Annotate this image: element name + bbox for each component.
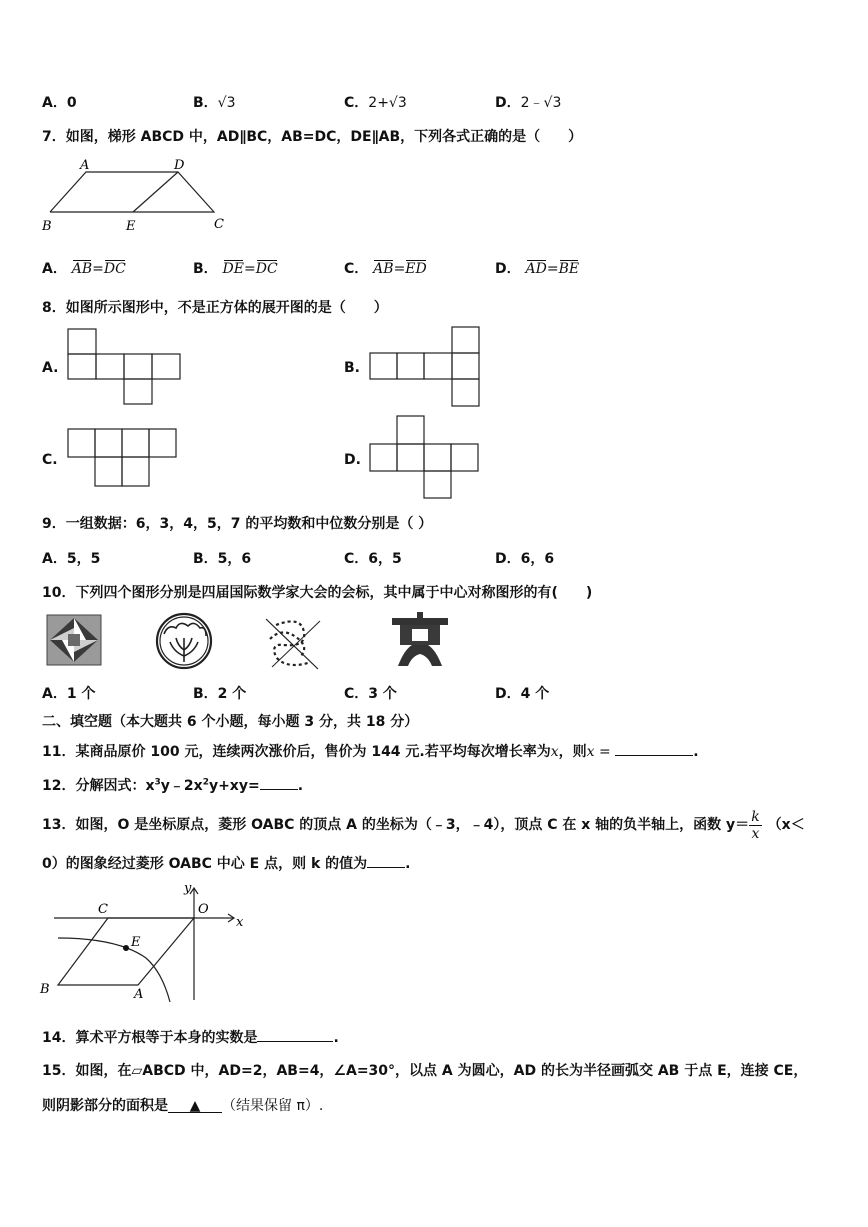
q10-stem: 10．下列四个图形分别是四届国际数学家大会的会标，其中属于中心对称图形的有( ) xyxy=(42,585,593,601)
logo-1-pinwheel-square xyxy=(46,614,102,666)
label-a: A xyxy=(80,158,90,173)
logo-4-pagoda xyxy=(390,610,454,670)
q8-net-b xyxy=(370,327,490,412)
q8-label-a: A. xyxy=(42,360,59,376)
q6-option-a: A．0 xyxy=(42,95,77,111)
q6-option-c: C．2+√3 xyxy=(344,95,407,111)
q13-fraction: $\frac{k}{x}$ xyxy=(751,808,760,842)
q10-option-d: D．4 个 xyxy=(495,686,550,702)
point-e xyxy=(123,945,129,951)
q8-net-a xyxy=(68,329,188,409)
q9-option-d: D．6，6 xyxy=(495,551,555,567)
q8-net-d xyxy=(370,416,485,501)
q8-net-c xyxy=(68,429,188,494)
q8-label-c: C. xyxy=(42,452,58,468)
label-c: C xyxy=(214,217,224,232)
q10-option-b: B．2 个 xyxy=(193,686,247,702)
label-y: y xyxy=(184,881,192,896)
q14-answer-blank[interactable] xyxy=(257,1027,333,1042)
label-o: O xyxy=(198,902,209,917)
q7-option-d: D． AD=BE xyxy=(495,261,580,277)
q9-option-a: A．5，5 xyxy=(42,551,101,567)
q12-answer-blank[interactable] xyxy=(260,775,298,790)
label-e: E xyxy=(126,219,136,234)
q15-line1: 15．如图，在▱ABCD 中，AD=2，AB=4，∠A=30°，以点 A 为圆心，AD 的长为半径画弧交 AB 于点 E，连接 CE， xyxy=(42,1063,808,1079)
q14-text: 14．算术平方根等于本身的实数是 . xyxy=(42,1027,339,1047)
logo-2-circle-flower xyxy=(154,612,214,670)
q7-option-b: B． DE=DC xyxy=(193,261,278,277)
q13-line2: 0）的图象经过菱形 OABC 中心 E 点，则 k 的值为 . xyxy=(42,853,411,873)
q9-stem: 9．一组数据：6，3，4，5，7 的平均数和中位数分别是（ ） xyxy=(42,516,433,532)
logo-3-dotted-curves xyxy=(262,611,324,671)
q11-answer-blank[interactable] xyxy=(615,741,693,756)
label-x: x xyxy=(236,915,244,930)
q12-text: 12．分解因式：$x^3y﹣2x^2y+xy=$ . xyxy=(42,775,303,795)
q6-option-b: B．√3 xyxy=(193,95,236,111)
q9-option-b: B．5，6 xyxy=(193,551,252,567)
label-b: B xyxy=(40,982,50,997)
q10-option-c: C．3 个 xyxy=(344,686,397,702)
q7-option-c: C． AB=ED xyxy=(344,261,427,277)
label-c: C xyxy=(98,902,108,917)
q8-stem: 8．如图所示图形中，不是正方体的展开图的是（ ） xyxy=(42,300,388,316)
q13-line1: 13．如图，O 是坐标原点，菱形 OABC 的顶点 A 的坐标为（﹣3，﹣4），顶点 C 在 x 轴的负半轴上，函数 y＝ $\frac{k}{x}$ （x＜ xyxy=(42,808,805,842)
q7-option-a: A． AB=DC xyxy=(42,261,126,277)
q13-answer-blank[interactable] xyxy=(367,853,405,868)
section-2-header: 二、填空题（本大题共 6 个小题，每小题 3 分，共 18 分） xyxy=(42,714,419,730)
trapezoid-outline xyxy=(50,172,214,212)
q8-label-d: D. xyxy=(344,452,361,468)
q9-option-c: C．6，5 xyxy=(344,551,402,567)
label-b: B xyxy=(42,219,52,234)
q13-rhombus-figure xyxy=(38,880,258,1005)
label-a: A xyxy=(134,987,144,1002)
q7-stem: 7．如图，梯形 ABCD 中，AD∥BC，AB=DC，DE∥AB，下列各式正确的是（ ） xyxy=(42,129,583,145)
segment-de xyxy=(133,172,178,212)
hyperbola-branch xyxy=(58,938,170,1002)
q8-label-b: B. xyxy=(344,360,360,376)
q6-option-d: D．2﹣√3 xyxy=(495,95,562,111)
q11-text: 11．某商品原价 100 元，连续两次涨价后，售价为 144 元.若平均每次增长率为x，则x = . xyxy=(42,741,699,761)
q10-option-a: A．1 个 xyxy=(42,686,96,702)
label-d: D xyxy=(174,158,185,173)
q15-line2: 则阴影部分的面积是 ▲ （结果保留 π）. xyxy=(42,1098,324,1114)
q7-trapezoid-figure xyxy=(38,156,238,236)
rhombus-oabc xyxy=(58,918,194,985)
q15-answer-blank[interactable]: ▲ xyxy=(168,1098,222,1113)
label-e: E xyxy=(131,935,141,950)
